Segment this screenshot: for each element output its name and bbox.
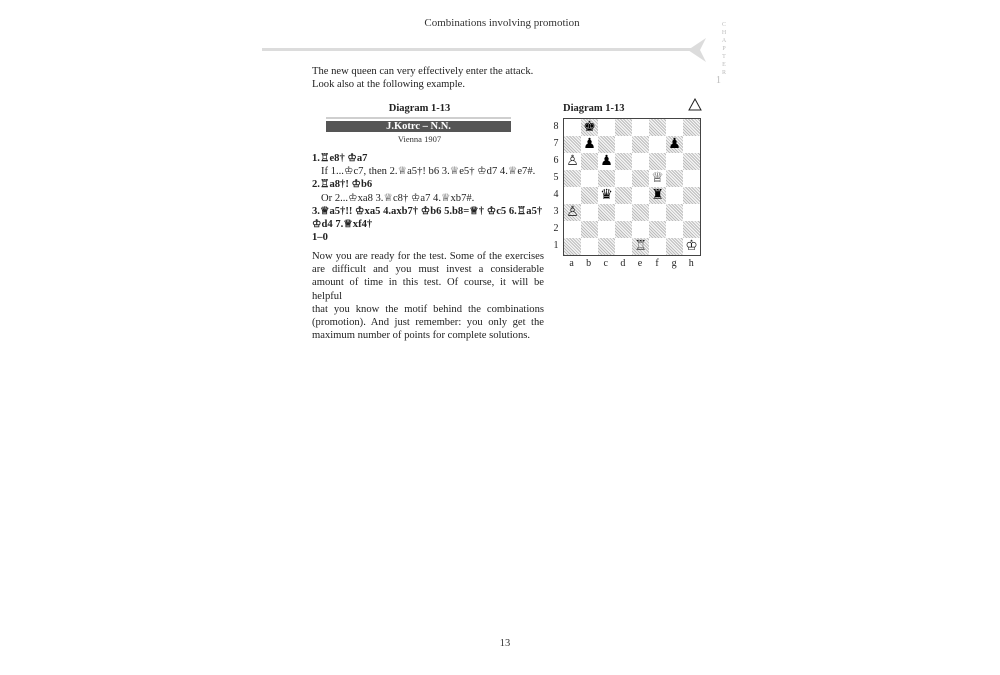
outro-paragraph (312, 250, 544, 342)
players-banner: J.Kotrc – N.N. (326, 121, 511, 132)
square-h7 (683, 136, 700, 153)
white-pawn-icon: ♙ (566, 153, 579, 169)
square-e4 (632, 187, 649, 204)
square-e6 (632, 153, 649, 170)
square-b1 (581, 238, 598, 255)
file-label: h (688, 258, 694, 269)
square-d8 (615, 119, 632, 136)
outro-line: maximum number of points for complete solutions. (312, 330, 531, 342)
square-c6 (598, 153, 615, 170)
game-event: Vienna 1907 (397, 134, 442, 144)
square-f1 (649, 238, 666, 255)
square-g3 (666, 204, 683, 221)
game-result: 1–0 (312, 232, 328, 244)
rank-label: 1 (553, 240, 559, 251)
game-moves (312, 152, 544, 244)
square-a1 (564, 238, 581, 255)
square-c7 (598, 136, 615, 153)
square-c8 (598, 119, 615, 136)
square-e1 (632, 238, 649, 255)
square-a6 (564, 153, 581, 170)
square-f2 (649, 221, 666, 238)
annotation-note: Or 2...♔xa8 3.♕c8† ♔a7 4.♕xb7#. (321, 192, 475, 204)
square-f5 (649, 170, 666, 187)
square-g1 (666, 238, 683, 255)
header-rule (262, 48, 692, 51)
square-e3 (632, 204, 649, 221)
white-queen-icon: ♕ (651, 170, 664, 186)
square-a7 (564, 136, 581, 153)
annotation-note: If 1...♔c7, then 2.♕a5†! b6 3.♕e5† ♔d7 4.♕e7#. (321, 166, 536, 178)
rank-label: 8 (553, 121, 559, 132)
main-line-move: 1.♖e8† ♔a7 (312, 153, 368, 164)
white-pawn-icon: ♙ (566, 204, 579, 220)
square-a3 (564, 204, 581, 221)
file-label: d (620, 258, 626, 269)
square-f8 (649, 119, 666, 136)
square-d5 (615, 170, 632, 187)
white-king-icon: ♔ (685, 238, 698, 254)
square-f6 (649, 153, 666, 170)
white-rook-icon: ♖ (634, 238, 647, 254)
outro-line: amount of time in this test. Of course, it will be helpful (312, 277, 544, 302)
square-c1 (598, 238, 615, 255)
rank-label: 5 (553, 172, 559, 183)
square-d7 (615, 136, 632, 153)
square-g5 (666, 170, 683, 187)
square-b7 (581, 136, 598, 153)
outro-line: that you know the motif behind the combinations (312, 303, 544, 315)
page-number: 13 (499, 638, 511, 649)
intro-line: The new queen can very effectively enter the attack. (312, 66, 534, 77)
black-pawn-icon: ♟ (668, 136, 681, 152)
square-c3 (598, 204, 615, 221)
main-line-move: ♔d4 7.♕xf4† (312, 219, 373, 231)
rank-label: 3 (553, 206, 559, 217)
file-label: g (671, 258, 677, 269)
chess-board (563, 118, 701, 256)
intro-line: Look also at the following example. (312, 79, 465, 91)
square-f3 (649, 204, 666, 221)
file-label: a (569, 258, 574, 269)
white-to-move-triangle-icon (688, 98, 702, 111)
square-e7 (632, 136, 649, 153)
square-b4 (581, 187, 598, 204)
square-b6 (581, 153, 598, 170)
black-pawn-icon: ♟ (600, 153, 613, 169)
square-e8 (632, 119, 649, 136)
square-g2 (666, 221, 683, 238)
square-b5 (581, 170, 598, 187)
intro-paragraph (312, 65, 542, 91)
rank-label: 6 (553, 155, 559, 166)
square-a8 (564, 119, 581, 136)
outro-line: (promotion). And just remember: you only get the (312, 317, 544, 329)
square-f4 (649, 187, 666, 204)
rank-label: 7 (553, 138, 559, 149)
board-diagram-label: Diagram 1-13 (563, 103, 625, 114)
square-d6 (615, 153, 632, 170)
square-f7 (649, 136, 666, 153)
file-label: c (603, 258, 608, 269)
square-h4 (683, 187, 700, 204)
square-d4 (615, 187, 632, 204)
square-h6 (683, 153, 700, 170)
square-h3 (683, 204, 700, 221)
rank-labels (551, 118, 561, 254)
square-h5 (683, 170, 700, 187)
running-title: Combinations involving promotion (424, 17, 580, 29)
file-labels (563, 258, 700, 269)
square-e2 (632, 221, 649, 238)
square-a4 (564, 187, 581, 204)
square-h8 (683, 119, 700, 136)
black-queen-icon: ♛ (600, 187, 613, 203)
players-divider (326, 117, 511, 119)
square-a5 (564, 170, 581, 187)
square-b8 (581, 119, 598, 136)
square-c4 (598, 187, 615, 204)
file-label: b (586, 258, 592, 269)
arrow-head-icon (686, 38, 706, 62)
black-rook-icon: ♜ (651, 187, 664, 203)
file-label: e (637, 258, 643, 269)
square-g4 (666, 187, 683, 204)
chapter-tab-number: 1 (716, 75, 721, 86)
black-pawn-icon: ♟ (583, 136, 596, 152)
main-line-move: 3.♕a5†!! ♔xa5 4.axb7† ♔b6 5.b8=♕† ♔c5 6.♖a5† (312, 205, 543, 217)
square-h1 (683, 238, 700, 255)
rank-label: 4 (553, 189, 559, 200)
square-a2 (564, 221, 581, 238)
square-d2 (615, 221, 632, 238)
square-g7 (666, 136, 683, 153)
outro-line: are difficult and you must invest a considerable (312, 264, 544, 276)
file-label: f (655, 258, 659, 269)
black-king-icon: ♚ (583, 119, 596, 135)
rank-label: 2 (553, 223, 559, 234)
square-b2 (581, 221, 598, 238)
square-g8 (666, 119, 683, 136)
outro-line: Now you are ready for the test. Some of the exercises (312, 251, 544, 262)
square-d1 (615, 238, 632, 255)
game-diagram-label: Diagram 1-13 (388, 103, 451, 114)
square-e5 (632, 170, 649, 187)
square-c2 (598, 221, 615, 238)
square-g6 (666, 153, 683, 170)
square-d3 (615, 204, 632, 221)
square-b3 (581, 204, 598, 221)
square-h2 (683, 221, 700, 238)
main-line-move: 2.♖a8†! ♔b6 (312, 179, 373, 191)
chapter-tab-label: CHAPTER (721, 22, 727, 78)
square-c5 (598, 170, 615, 187)
